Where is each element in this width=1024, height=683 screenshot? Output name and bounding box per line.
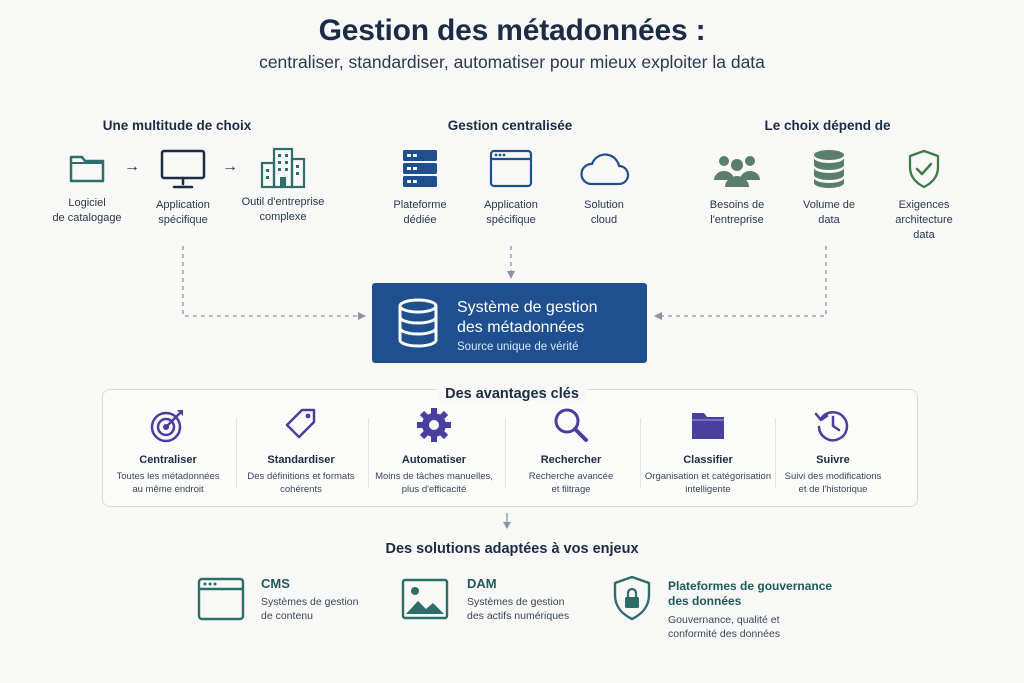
central-title: Système de gestion des métadonnées: [457, 299, 598, 336]
shield-lock-icon: [610, 574, 654, 624]
choice-label: Application spécifique: [156, 199, 210, 226]
choice-label: Logiciel de catalogage: [52, 197, 122, 224]
advantage-name: Rechercher: [540, 454, 602, 466]
advantage-automatiser: [367, 405, 501, 496]
history-icon: [813, 405, 853, 445]
advantage-centraliser: [101, 405, 235, 496]
advantage-name: Centraliser: [139, 454, 197, 466]
group-title-depends: Le choix dépend de: [764, 118, 891, 133]
advantage-desc: Suivi des modifications et de l'historique: [784, 471, 882, 495]
depends-label: Exigences architecture data: [895, 199, 953, 241]
group-title-choices: Une multitude de choix: [102, 118, 252, 133]
arrow-icon: →: [124, 158, 140, 175]
centralized-label: Solution cloud: [584, 199, 624, 226]
advantage-name: Classifier: [683, 454, 733, 466]
central-subtitle: Source unique de vérité: [457, 341, 579, 353]
advantage-name: Standardiser: [267, 454, 335, 466]
folder-icon: [688, 405, 728, 445]
solution-name: Plateformes de gouvernance des données: [668, 579, 833, 608]
solution-desc: Systèmes de gestion de contenu: [261, 596, 359, 622]
solutions-title: Des solutions adaptées à vos enjeux: [385, 541, 639, 557]
depends-label: Volume de data: [803, 199, 855, 226]
centralized-label: Plateforme dédiée: [393, 199, 447, 226]
image-icon: [400, 576, 450, 622]
solution-name: CMS: [261, 576, 290, 591]
group-title-centralized: Gestion centralisée: [447, 118, 573, 133]
depends-label: Besoins de l'entreprise: [709, 199, 765, 226]
target-icon: [148, 405, 188, 445]
search-icon: [551, 405, 591, 445]
choice-label: Outil d'entreprise complexe: [241, 196, 325, 223]
advantage-standardiser: [234, 405, 368, 496]
solution-name: DAM: [467, 576, 497, 591]
central-system-box: [372, 283, 647, 363]
tag-icon: [281, 405, 321, 445]
advantage-suivre: [766, 405, 900, 496]
advantage-classifier: [641, 405, 775, 496]
advantage-desc: Des définitions et formats cohérents: [247, 471, 355, 495]
centralized-label: Application spécifique: [484, 199, 538, 226]
database-icon: [396, 297, 440, 349]
arrow-icon: →: [222, 158, 238, 175]
advantage-desc: Recherche avancée et filtrage: [528, 471, 614, 495]
solution-desc: Gouvernance, qualité et conformité des données: [668, 614, 781, 640]
browser-window-icon: [196, 576, 246, 622]
solution-desc: Systèmes de gestion des actifs numériques: [467, 596, 570, 622]
advantage-desc: Moins de tâches manuelles, plus d'efficacité: [375, 471, 493, 495]
advantage-name: Automatiser: [401, 454, 467, 466]
advantage-name: Suivre: [816, 454, 850, 466]
advantage-desc: Organisation et catégorisation intelligente: [644, 471, 772, 495]
advantage-rechercher: [504, 405, 638, 496]
advantage-desc: Toutes les métadonnées au même endroit: [116, 471, 220, 495]
page-title: Gestion des métadonnées :: [318, 14, 706, 47]
page-subtitle: centraliser, standardiser, automatiser pour mieux exploiter la data: [259, 52, 765, 72]
advantages-title: Des avantages clés: [0, 386, 1024, 402]
gear-icon: [414, 405, 454, 445]
